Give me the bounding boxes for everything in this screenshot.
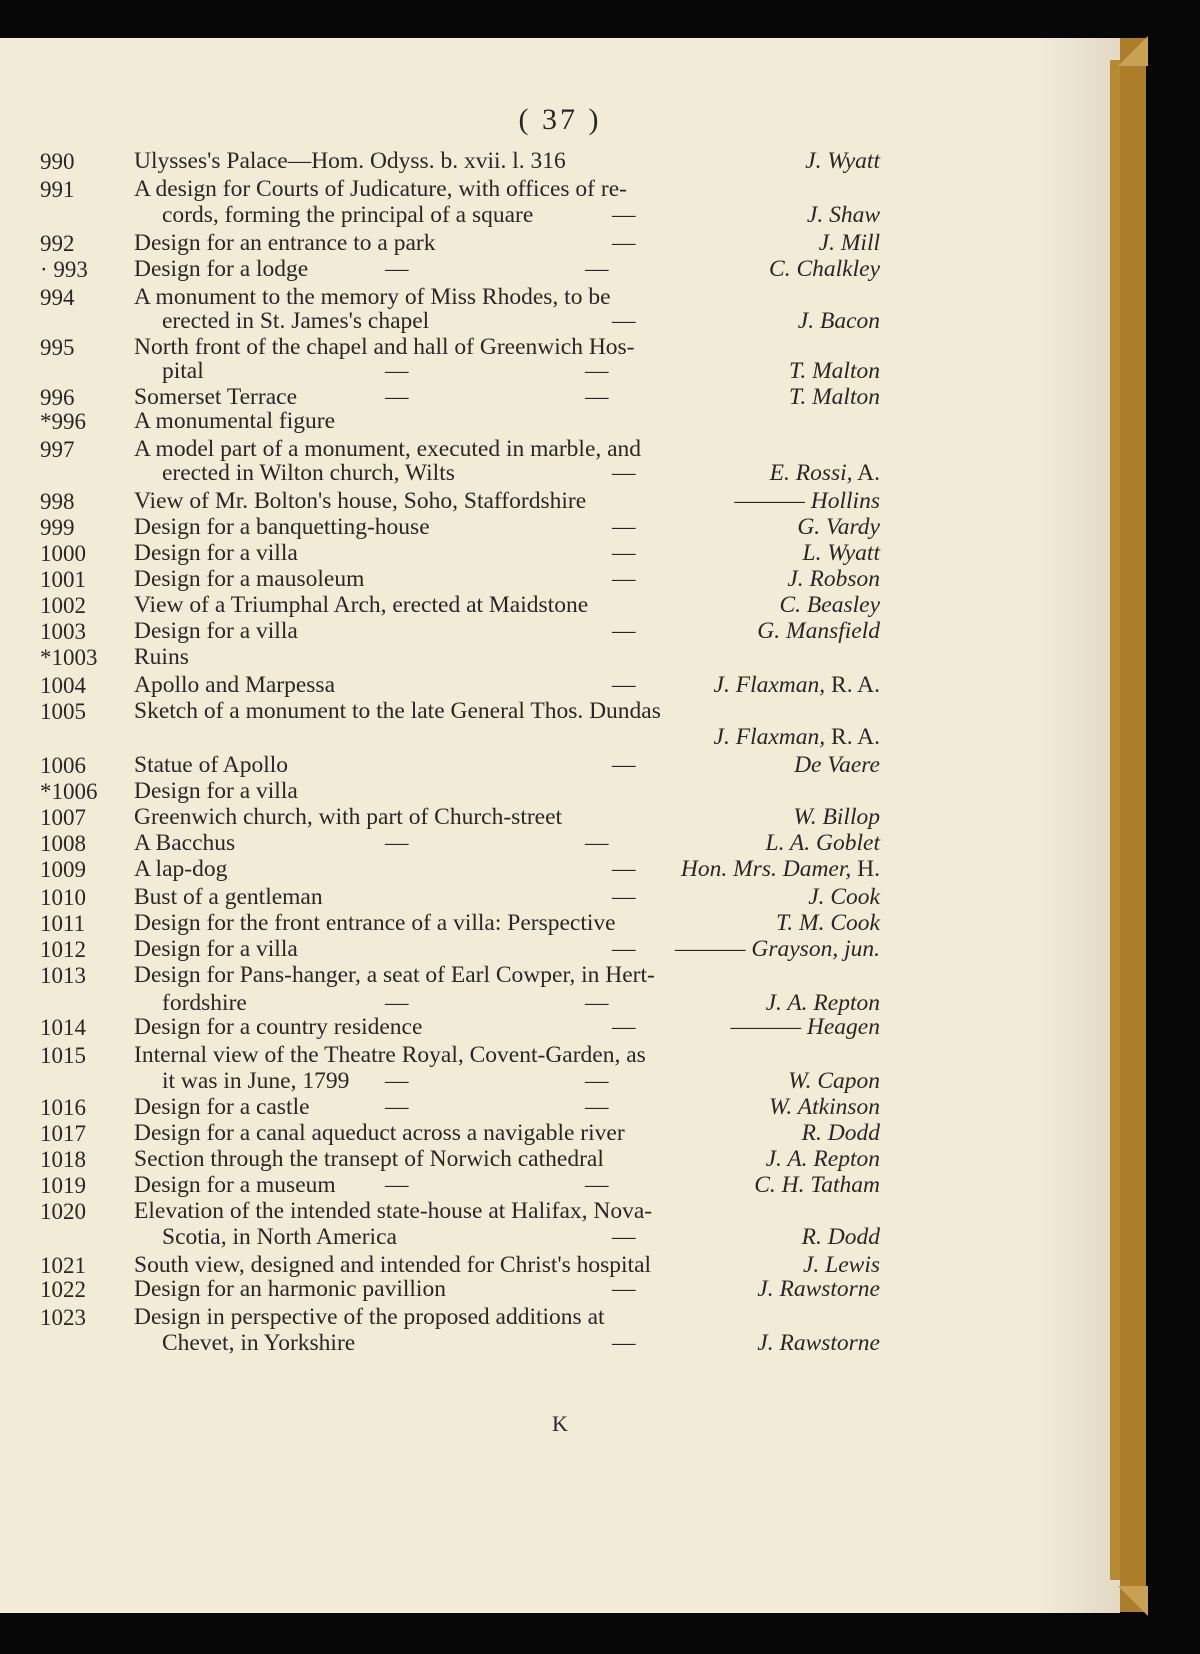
catalogue-number: 1007 [40, 805, 86, 830]
catalogue-number: 1011 [40, 911, 86, 936]
artist-name-text: J. A. Repton [765, 1146, 880, 1172]
catalogue-line [0, 990, 1120, 1017]
catalogue-line [0, 202, 1120, 229]
ditto-dash: — [612, 884, 636, 910]
entry-title: Internal view of the Theatre Royal, Covent-Garden, as [134, 1042, 646, 1068]
artist-name-text: De Vaere [794, 752, 880, 778]
ditto-dash: — [585, 830, 609, 856]
catalogue-number: 1022 [40, 1277, 86, 1302]
catalogue-line [0, 358, 1120, 385]
artist-name [754, 1172, 880, 1199]
entry-title: South view, designed and intended for Christ's hospital [134, 1252, 652, 1278]
catalogue-number: 995 [40, 335, 75, 360]
catalogue-line [0, 176, 1120, 203]
artist-name [769, 256, 880, 283]
artist-name [770, 460, 880, 487]
artist-name [780, 592, 881, 619]
ditto-dash: — [585, 358, 609, 384]
catalogue-number: 1008 [40, 831, 86, 856]
artist-name [802, 1224, 880, 1251]
catalogue-number: *1003 [40, 645, 98, 670]
entry-title: Ruins [134, 644, 189, 670]
entry-title: A design for Courts of Judicature, with offices of re- [134, 176, 627, 202]
artist-name-text: J. Flaxman, [713, 724, 826, 750]
entry-title: View of Mr. Bolton's house, Soho, Staffordshire [134, 488, 587, 514]
ditto-dash: — [612, 566, 636, 592]
artist-name [766, 830, 880, 857]
entry-title: Design for an entrance to a park [134, 230, 436, 256]
catalogue-number: 997 [40, 437, 75, 462]
academy-suffix: H. [851, 856, 880, 882]
page-number-header: ( 37 ) [518, 103, 602, 136]
artist-name [803, 1252, 880, 1279]
catalogue-line [0, 1330, 1120, 1357]
ditto-dash: — [385, 384, 409, 410]
catalogue-line [0, 1094, 1120, 1121]
catalogue-line [0, 230, 1120, 257]
catalogue-number: *1006 [40, 779, 98, 804]
ditto-dash: — [612, 1014, 636, 1040]
catalogue-number: 1018 [40, 1147, 86, 1172]
entry-title: Chevet, in Yorkshire [162, 1330, 356, 1356]
artist-name [802, 1120, 880, 1147]
ditto-dash: — [585, 256, 609, 282]
artist-name-text: R. Dodd [801, 1224, 880, 1250]
artist-name-text: Heagen [806, 1014, 880, 1040]
book-cover [1120, 38, 1146, 1612]
catalogue-line [0, 284, 1120, 311]
ditto-dash: — [612, 1224, 636, 1250]
artist-name [757, 618, 880, 645]
artist-name [805, 148, 880, 175]
catalogue-number: 1009 [40, 857, 86, 882]
ditto-dash: — [585, 1172, 609, 1198]
catalogue-line [0, 1146, 1120, 1173]
entry-title: erected in Wilton church, Wilts [162, 460, 455, 486]
artist-name [714, 724, 880, 751]
ditto-dash: — [612, 202, 636, 228]
catalogue-line [0, 962, 1120, 989]
entry-title: Design for the front entrance of a villa: Perspective [134, 910, 616, 936]
catalogue-number: 991 [40, 177, 75, 202]
entry-title: Apollo and Marpessa [134, 672, 336, 698]
cover-corner-bottom [1118, 1586, 1148, 1616]
entry-title: Greenwich church, with part of Church-street [134, 804, 563, 830]
entry-title: Design for Pans-hanger, a seat of Earl Cowper, in Hert- [134, 962, 655, 988]
academy-suffix: A. [852, 460, 880, 486]
catalogue-line [0, 436, 1120, 463]
ditto-dash: — [385, 830, 409, 856]
entry-title: Sketch of a monument to the late General Thos. Dundas [134, 698, 661, 724]
artist-name [769, 1094, 880, 1121]
catalogue-line [0, 830, 1120, 857]
catalogue-line [0, 804, 1120, 831]
ditto-dash: — [612, 1276, 636, 1302]
catalogue-number: 1000 [40, 541, 86, 566]
entry-title: Design for a villa [134, 936, 298, 962]
entry-title: Bust of a gentleman [134, 884, 323, 910]
entry-title: Design for a canal aqueduct across a navigable river [134, 1120, 625, 1146]
ditto-dash: — [612, 540, 636, 566]
catalogue-line [0, 672, 1120, 699]
academy-suffix: R. A. [825, 672, 880, 698]
artist-blank-dash: ——— [730, 1014, 807, 1040]
entry-title: Elevation of the intended state-house at Halifax, Nova- [134, 1198, 653, 1224]
entry-title: A model part of a monument, executed in marble, and [134, 436, 642, 462]
artist-name-text: T. M. Cook [775, 910, 880, 936]
artist-name-text: J. Rawstorne [757, 1330, 880, 1356]
catalogue-number: 1001 [40, 567, 86, 592]
catalogue-number: 1006 [40, 753, 86, 778]
entry-title: Design for a lodge [134, 256, 309, 282]
artist-name-text: J. A. Repton [765, 990, 880, 1016]
cover-corner-top [1118, 36, 1148, 66]
catalogue-number: 994 [40, 285, 75, 310]
artist-name [807, 202, 880, 229]
artist-name [803, 540, 880, 567]
catalogue-line [0, 1014, 1120, 1041]
artist-name-text: W. Atkinson [769, 1094, 880, 1120]
artist-name-text: J. Cook [808, 884, 880, 910]
artist-name [766, 1146, 880, 1173]
ditto-dash: — [585, 990, 609, 1016]
ditto-dash: — [612, 230, 636, 256]
catalogue-number: 1013 [40, 963, 86, 988]
entry-title: Ulysses's Palace—Hom. Odyss. b. xvii. l. 316 [134, 148, 566, 174]
catalogue-line [0, 408, 1120, 435]
catalogue-line [0, 334, 1120, 361]
academy-suffix: R. A. [825, 724, 880, 750]
catalogue-line [0, 460, 1120, 487]
artist-name [788, 1068, 880, 1095]
entry-title: erected in St. James's chapel [162, 308, 430, 334]
catalogue-line [0, 856, 1120, 883]
catalogue-line [0, 936, 1120, 963]
artist-name-text: G. Vardy [797, 514, 880, 540]
catalogue-line [0, 778, 1120, 805]
catalogue-line [0, 308, 1120, 335]
signature-mark: K [552, 1411, 568, 1436]
artist-name-text: Grayson, jun. [751, 936, 880, 962]
ditto-dash: — [585, 1068, 609, 1094]
artist-name-text: T. Malton [789, 358, 880, 384]
entry-title: View of a Triumphal Arch, erected at Maidstone [134, 592, 589, 618]
artist-blank-dash: ——— [675, 936, 752, 962]
catalogue-line [0, 884, 1120, 911]
catalogue-number: 1002 [40, 593, 86, 618]
artist-name-text: J. Bacon [797, 308, 880, 334]
entry-title: Statue of Apollo [134, 752, 289, 778]
catalogue-number: 1012 [40, 937, 86, 962]
catalogue-number: 1016 [40, 1095, 86, 1120]
catalogue-number: 1017 [40, 1121, 86, 1146]
entry-title: Design for a villa [134, 618, 298, 644]
artist-name-text: C. H. Tatham [754, 1172, 880, 1198]
entry-title: A lap-dog [134, 856, 228, 882]
artist-name [793, 804, 880, 831]
catalogue-number: 1014 [40, 1015, 86, 1040]
artist-name-text: J. Robson [787, 566, 880, 592]
entry-title: Design for an harmonic pavillion [134, 1276, 446, 1302]
artist-name-text: J. Mill [818, 230, 880, 256]
artist-name [789, 384, 880, 411]
catalogue-number: 1019 [40, 1173, 86, 1198]
entry-title: Scotia, in North America [162, 1224, 397, 1250]
artist-name-text: R. Dodd [801, 1120, 880, 1146]
artist-name-text: Hollins [810, 488, 880, 514]
catalogue-line [0, 1068, 1120, 1095]
artist-name [789, 358, 880, 385]
ditto-dash: — [385, 1068, 409, 1094]
catalogue-number: 990 [40, 149, 75, 174]
ditto-dash: — [612, 672, 636, 698]
catalogue-number: 1005 [40, 699, 86, 724]
catalogue-line [0, 698, 1120, 725]
entry-title: it was in June, 1799 [162, 1068, 350, 1094]
ditto-dash: — [612, 308, 636, 334]
catalogue-number: 996 [40, 385, 75, 410]
catalogue-number: 1021 [40, 1253, 86, 1278]
ditto-dash: — [612, 856, 636, 882]
ditto-dash: — [385, 1094, 409, 1120]
entry-title: Section through the transept of Norwich cathedral [134, 1146, 604, 1172]
artist-name-text: J. Wyatt [805, 148, 880, 174]
entry-title: Design for a villa [134, 778, 298, 804]
artist-name-text: J. Lewis [802, 1252, 880, 1278]
artist-name-text: W. Capon [788, 1068, 880, 1094]
catalogue-number: 1023 [40, 1305, 86, 1330]
artist-name-text: T. Malton [789, 384, 880, 410]
artist-name-text: G. Mansfield [757, 618, 880, 644]
catalogue-number: 1003 [40, 619, 86, 644]
catalogue-line [0, 384, 1120, 411]
catalogue-number: 999 [40, 515, 75, 540]
catalogue-line [0, 488, 1120, 515]
artist-blank-dash: ——— [734, 488, 811, 514]
artist-name [808, 884, 880, 911]
catalogue-line [0, 1120, 1120, 1147]
ditto-dash: — [612, 752, 636, 778]
ditto-dash: — [612, 460, 636, 486]
artist-name [787, 566, 880, 593]
artist-name [731, 1014, 880, 1041]
catalogue-number: *996 [40, 409, 86, 434]
catalogue-line [0, 540, 1120, 567]
catalogue-line [0, 592, 1120, 619]
entry-title: A monument to the memory of Miss Rhodes, to be [134, 284, 611, 310]
artist-name-text: W. Billop [793, 804, 880, 830]
catalogue-line [0, 1172, 1120, 1199]
catalogue-line [0, 514, 1120, 541]
entry-title: cords, forming the principal of a square [162, 202, 534, 228]
entry-title: A Bacchus [134, 830, 236, 856]
artist-name-text: J. Flaxman, [713, 672, 826, 698]
catalogue-number: 1010 [40, 885, 86, 910]
catalogue-number: 1015 [40, 1043, 86, 1068]
catalogue-line [0, 1224, 1120, 1251]
catalogue-number: · 993 [40, 257, 88, 282]
ditto-dash: — [385, 256, 409, 282]
catalogue-line [0, 752, 1120, 779]
artist-name [675, 936, 880, 963]
artist-name [797, 514, 880, 541]
entry-title: Design for a villa [134, 540, 298, 566]
artist-name [766, 990, 880, 1017]
artist-name [794, 752, 880, 779]
entry-title: Somerset Terrace [134, 384, 297, 410]
entry-title: Design for a banquetting-house [134, 514, 430, 540]
ditto-dash: — [585, 384, 609, 410]
entry-title: pital [162, 358, 204, 384]
catalogue-line [0, 1304, 1120, 1331]
entry-title: Design for a country residence [134, 1014, 423, 1040]
entry-title: Design for a castle [134, 1094, 310, 1120]
artist-name [681, 856, 880, 883]
ditto-dash: — [385, 990, 409, 1016]
catalogue-line [0, 1198, 1120, 1225]
ditto-dash: — [612, 618, 636, 644]
artist-name-text: Hon. Mrs. Damer, [680, 856, 852, 882]
ditto-dash: — [385, 358, 409, 384]
catalogue-number: 1004 [40, 673, 86, 698]
artist-name [714, 672, 880, 699]
catalogue-line [0, 148, 1120, 175]
catalogue-line [0, 1252, 1120, 1279]
ditto-dash: — [612, 514, 636, 540]
artist-name-text: L. A. Goblet [765, 830, 880, 856]
catalogue-line [0, 644, 1120, 671]
catalogue-line [0, 910, 1120, 937]
artist-name-text: L. Wyatt [802, 540, 880, 566]
entry-title: Design in perspective of the proposed additions at [134, 1304, 605, 1330]
catalogue-number: 1020 [40, 1199, 86, 1224]
artist-name-text: C. Beasley [779, 592, 880, 618]
ditto-dash: — [612, 936, 636, 962]
artist-name [798, 308, 880, 335]
catalogue-line [0, 566, 1120, 593]
catalogue-number: 998 [40, 489, 75, 514]
catalogue-line [0, 1042, 1120, 1069]
catalogue-line [0, 618, 1120, 645]
entry-title: fordshire [162, 990, 247, 1016]
artist-name [776, 910, 880, 937]
artist-name-text: J. Rawstorne [757, 1276, 880, 1302]
catalogue-line [0, 724, 1120, 751]
entry-title: Design for a mausoleum [134, 566, 365, 592]
entry-title: North front of the chapel and hall of Greenwich Hos- [134, 334, 635, 360]
artist-name-text: C. Chalkley [769, 256, 880, 282]
ditto-dash: — [612, 1330, 636, 1356]
artist-name [819, 230, 880, 257]
ditto-dash: — [385, 1172, 409, 1198]
catalogue-number: 992 [40, 231, 75, 256]
artist-name [757, 1276, 880, 1303]
catalogue-line [0, 1276, 1120, 1303]
artist-name-text: E. Rossi, [769, 460, 853, 486]
artist-name-text: J. Shaw [806, 202, 880, 228]
catalogue-line [0, 256, 1120, 283]
artist-name [734, 488, 880, 515]
entry-title: A monumental figure [134, 408, 336, 434]
ditto-dash: — [585, 1094, 609, 1120]
entry-title: Design for a museum [134, 1172, 336, 1198]
artist-name [757, 1330, 880, 1357]
